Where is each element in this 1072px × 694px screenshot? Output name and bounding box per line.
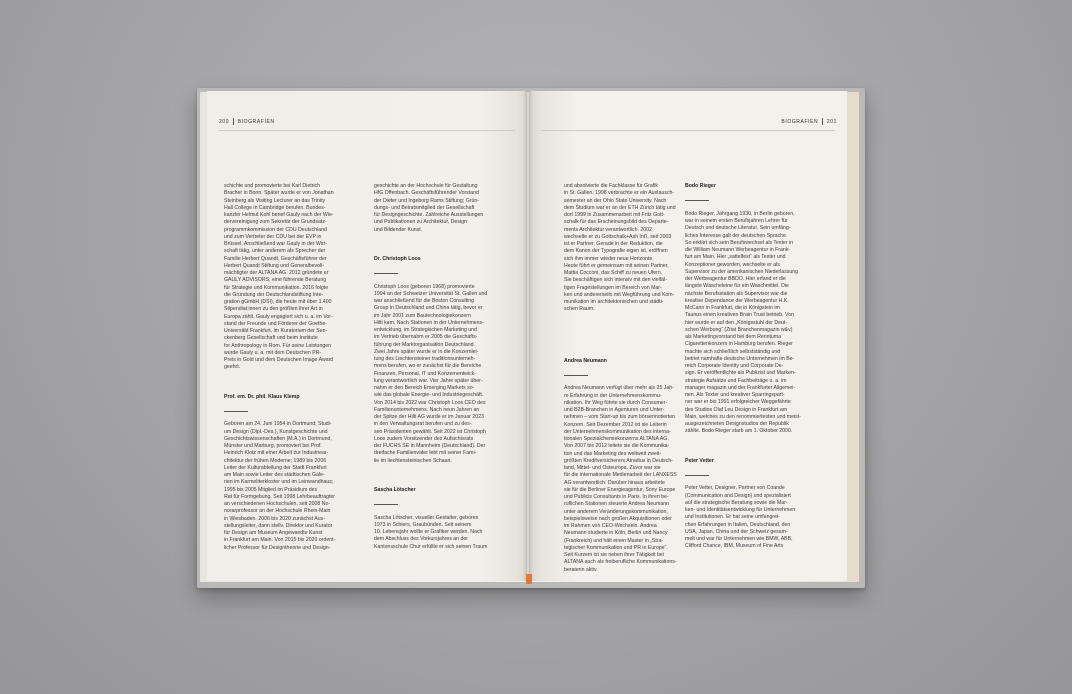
text-line: dervereinigung zum Sekretär der Grundsatz- (224, 219, 327, 226)
text-line: in St. Gallen. 1998 verbrachte er ein Austausch- (564, 190, 675, 197)
text-line: norarprofessor an der Hochschule Rhein-Main (224, 508, 331, 515)
text-line: Finanzen, Personal, IT und Konzernentwick- (374, 370, 476, 377)
text-line: chen Erfahrungen in Italien, Deutschland, den (685, 521, 791, 528)
text-line: gration gGmbH (DSI), die heute mit über 1.400 (224, 299, 332, 305)
header-rule (219, 130, 515, 131)
bio-heading: Sascha Lötscher (374, 486, 416, 493)
text-line: in den Verwaltungsrat berufen und zu des- (374, 421, 472, 428)
text-line: Familie Herbert Quandt, Geschäftsführer der (224, 255, 327, 262)
text-line: Deutsch und deutsche Literatur. Sein umfäng- (685, 225, 791, 232)
text-line: tion und das Marketing des weltweit zweit- (564, 450, 662, 457)
text-line: Geboren am 24. Juni 1954 in Dortmund; Studi- (224, 421, 332, 428)
heading-rule (374, 273, 398, 274)
text-line: schaft tätig, unter anderem als Sprecher der (224, 248, 326, 255)
text-line: Von 2007 bis 2012 leitete sie die Kommunika- (564, 443, 670, 450)
text-line: tegischer Kommunikation und PR in Europe“. (564, 544, 668, 551)
text-line: mächtigter der ALTANA AG. 2012 gründete er (224, 270, 329, 276)
text-line: der Dieter und Ingeborg Rams Stiftung; Grün- (374, 197, 479, 204)
text-line: Cigarettenkonzern in Hamburg berufen. Rieger (685, 341, 793, 348)
text-line: des Studios Olaf Leu Design in Frankfurt am (685, 406, 788, 413)
text-line: für Designgeschichte. Zahlreiche Ausstellungen (374, 212, 484, 218)
text-line: Rat für Formgebung. Seit 1998 Lehrbeauftragter (224, 493, 336, 500)
text-line: ist er Partner. Gerade in der Reduktion, die (564, 241, 663, 247)
text-line: lie im liechtensteinischen Schaan. (374, 457, 452, 464)
text-line: dem Studium war er an der ETH Zürich tätig und (564, 204, 676, 211)
text-line: chitektur der frühen Moderne; 1989 bis 2006 (224, 457, 327, 464)
text-line: hier wurde er auf den „Königsstuhl der Deut- (685, 319, 788, 326)
text-line: sen Präsidenten gewählt. Seit 2022 ist Christoph (374, 428, 486, 435)
text-line: Heute führt er gemeinsam mit seinen Partner, (564, 262, 669, 269)
text-line: zählte. Bodo Rieger starb am 1. Oktober 2000. (685, 428, 793, 435)
text-line: furt am Main. Hier „sattelfest“ als Texter und (685, 254, 786, 261)
header-rule (541, 130, 835, 131)
text-line: Supervisor zu der amerikanischen Niederlassung (685, 268, 799, 275)
text-line: lung verantwortlich war. Vier Jahre später über- (374, 377, 483, 384)
text-line: nahm er den Bereich Emerging Markets so- (374, 385, 475, 392)
text-line: reich Corporate Identity und Corporate De- (685, 363, 784, 370)
text-line: war anschließend für die Boston Consulting (374, 298, 475, 305)
text-line: längste Wäscheleine für ein Waschmittel. Die (685, 283, 789, 290)
text-line: Preis in Gold und dem Deutschen Image Award (224, 357, 334, 363)
bio-heading: Prof. em. Dr. phil. Klaus Klemp (224, 393, 300, 400)
text-line: tionalen Spezialchemiekonzerns ALTANA AG. (564, 436, 669, 443)
text-line: im Vertrieb übernahm er 2005 die Geschäfts- (374, 334, 478, 341)
text-line: geehrt. (224, 364, 241, 371)
text-line: beraterin aktiv. (564, 566, 598, 573)
text-line: Konzeptioner geworden, wechselte er als (685, 261, 780, 268)
text-line: für Design am Museum Angewandte Kunst (224, 530, 323, 537)
text-line: dem Kanon der Typografie eigen ist, eröffnen (564, 248, 668, 255)
text-line: Zwei Jahre später wurde er in die Konzernlei- (374, 348, 479, 355)
text-line: und Publikationen zu Architektur, Design (374, 219, 467, 226)
text-line: Bodo Rieger, Jahrgang 1930, in Berlin geboren, (685, 210, 795, 217)
text-line: schen Werbung“ (Zitat Branchenmagazin w&v) (685, 326, 793, 333)
text-line: Brüssel. Anschließend war Gauly in der Wirt- (224, 241, 327, 247)
text-line: nen. Als Texter und kreativer Sparringspart- (685, 392, 785, 399)
book-gutter (523, 91, 533, 581)
text-line: stand der Freunde und Förderer der Goethe- (224, 320, 327, 327)
text-line: Stipendiat:innen zu den größten ihrer Art in (224, 306, 323, 313)
text-line: und Institutionen. Er hat seine umfangrei- (685, 514, 780, 521)
text-line: Herbert Quandt Stiftung und Generalbevoll- (224, 262, 325, 269)
text-line: re Erfahrung in der Unternehmenskommu- (564, 392, 662, 399)
text-line: wurde Gauly u. a. mit dem Deutschen PR- (224, 349, 322, 356)
text-line: Leiter der Kulturabteilung der Stadt Frankfurt (224, 464, 327, 471)
text-line: dreifache Familienvater lebt mit seiner Fami- (374, 450, 477, 457)
text-line: Konzern. Seit Dezember 2012 ist sie Leiterin (564, 421, 667, 428)
text-line: Von 2014 bis 2022 war Christoph Loos CEO des (374, 399, 486, 406)
text-column-2 (374, 183, 532, 550)
heading-rule (564, 375, 588, 376)
text-line: Christoph Loos (geboren 1968) promovierte (374, 283, 475, 290)
text-line: (Frankreich) und hält einen Master in „Stra- (564, 537, 664, 544)
text-line: Familienunternehmens. Nach neun Jahren an (374, 406, 480, 413)
text-line: ner war er bis 1991 erfolgreicher Weggefährte (685, 399, 791, 406)
text-line: licher Professor für Designtheorie und Design- (224, 544, 331, 551)
text-line: 10. Lebensjahr wollte er Grafiker werden. Nach (374, 529, 483, 536)
text-line: Heinrich Klotz mit einer Arbeit zur Industriear- (224, 450, 329, 457)
text-column-4 (685, 183, 845, 550)
text-line: in Frankfurt am Main. Von 2015 bis 2020 ordent- (224, 537, 336, 544)
text-line: kreative Dependance der Werbeagentur H.K. (685, 297, 789, 304)
text-line: nächste Berufsstation als Supervisor war die (685, 290, 788, 297)
heading-rule (685, 200, 709, 201)
section-title: BIOGRAFIEN (781, 118, 819, 125)
text-line: schichte und promovierte bei Karl Dietrich (224, 183, 321, 189)
text-line: land, Mittel- und Osteuropa. Zuvor war sie (564, 465, 661, 472)
open-book (197, 88, 865, 588)
text-line: Peter Vetter, Designer, Partner von Coande (685, 485, 785, 492)
text-line: entwicklung, im Strategischen Marketing und (374, 327, 477, 334)
text-line: Sie beschäftigen sich intensiv mit den vielfäl- (564, 277, 667, 284)
text-line: manager magazin und der Frankfurter Allgemei- (685, 384, 796, 391)
text-line: (Communication and Design) und spezialisiert (685, 492, 791, 499)
text-line: Mattia Cocconi, das Schiff zu neuen Ufern. (564, 270, 663, 276)
text-line: So erklärt sich sein Berufswechsel als Texter in (685, 239, 794, 246)
text-line: ken- und Identitätsentwicklung für Unternehmen (685, 507, 796, 514)
text-line: ALTANA auch als freiberufliche Kommunikations- (564, 559, 677, 566)
bio-heading: Dr. Christoph Loos (374, 255, 421, 262)
bio-heading: Peter Vetter (685, 457, 714, 464)
text-line: am Main sowie Leiter des städtischen Gale- (224, 472, 325, 479)
text-line: auf die strategische Beratung sowie die Mar- (685, 499, 788, 506)
left-page-header (219, 118, 275, 125)
text-line: melt und war für Unternehmen wie BMW, ABB, (685, 536, 793, 543)
text-line: und absolvierte die Fachklasse für Grafik (564, 183, 658, 189)
text-line: GAULY ADVISORS, eine führende Beratung (224, 277, 327, 284)
right-page-header (781, 118, 837, 125)
text-line: USA, Japan, China und der Schweiz gesam- (685, 528, 788, 535)
page-number: 201 (826, 118, 837, 125)
text-line: für Strategie und Kommunikation. 2016 folgte (224, 284, 329, 291)
bio-heading: Bodo Rieger (685, 183, 716, 189)
text-column-1 (224, 183, 382, 551)
text-line: ausgezeichneten Designstudios der Republik (685, 421, 789, 428)
heading-rule (224, 411, 248, 412)
text-line: Europa zählt. Gauly engagiert sich u. a. im Vor- (224, 313, 333, 320)
text-line: die Gründung der Deutschlandstiftung Inte- (224, 291, 324, 298)
text-line: tigen Fragestellungen im Bereich von Mar- (564, 284, 662, 291)
text-line: betriet namhafte deutsche Unternehmen im Be- (685, 355, 795, 362)
text-line: wie das globale Energie- und Industriegeschäft. (374, 392, 484, 399)
text-line: sign. Er veröffentlichte als Publizist und Marken- (685, 370, 796, 377)
text-line: 1995 bis 2005 Mitglied im Präsidium des (224, 486, 318, 493)
section-title: BIOGRAFIEN (237, 118, 275, 125)
text-line: geschichte an der Hochschule für Gestaltung (374, 183, 478, 189)
text-line: sich ihm immer wieder neue Horizonte. (564, 255, 654, 262)
paragraph-gap (564, 314, 682, 336)
text-line: ken und andererseits mit Wegführung und Kom- (564, 291, 675, 298)
text-line: mens berufen, wo er zunächst für die Bereiche (374, 363, 482, 370)
text-line: Geschichtswissenschaften (M.A.) in Dortmund, (224, 435, 332, 442)
text-line: im Rahmen von CEO-Wechseln. Andrea (564, 523, 657, 530)
text-line: Münster und Marburg, promoviert bei Prof. (224, 443, 322, 450)
text-line: Group in Deutschland und China tätig, bevor er (374, 305, 483, 312)
text-line: programmkommission der CDU Deutschland (224, 226, 327, 233)
text-line: stellungsleiter, dann stellv. Direktor und Kurator (224, 522, 333, 529)
bio-heading: Andrea Neumann (564, 357, 607, 364)
text-line: nehmen – vom Start-up bis zum börsennotierten (564, 414, 676, 421)
text-line: machte sich schließlich selbstständig und (685, 348, 781, 355)
text-line: nikation. Ihr Weg führte sie durch Consumer- (564, 399, 668, 406)
text-line: McCann in Frankfurt, die in Königstein im (685, 305, 780, 312)
text-line: dem Abschluss des Vorkursjahres an der (374, 536, 468, 543)
header-divider (233, 118, 234, 125)
text-line: beispielsweise nach großen Akquisitionen oder (564, 515, 672, 522)
text-line: schalk für das Erscheinungsbild des Departe- (564, 219, 669, 226)
text-line: der FUCHS SE in Mannheim (Deutschland). Der (374, 443, 486, 450)
text-line: Hall College in Cambridge berufen. Bundes- (224, 204, 326, 211)
text-line: für die internationale Medienarbeit der LANXESS (564, 472, 677, 479)
text-line: im Jahr 2001 zum Bautechnologiekonzern (374, 312, 471, 319)
text-line: Sascha Lötscher, visueller Gestalter, geboren (374, 514, 479, 521)
text-line: Kantonsschule Chur erfüllte er sich seinen Traum (374, 543, 488, 550)
text-line: wechselte er zu Gottschalk+Ash Int'l, seit 2003 (564, 233, 672, 240)
text-line: ckenberg Gesellschaft und beim Institute (224, 335, 318, 342)
text-line: Steinberg als Visiting Lecturer an das Trinity (224, 197, 326, 204)
text-line: der Werbeagentur BBDO. Hier erfand er die (685, 276, 786, 283)
text-line: liches Interesse galt der deutschen Sprache. (685, 232, 788, 239)
text-line: der Spitze der Hilti AG wurde er im Januar 2023 (374, 414, 484, 421)
heading-rule (685, 475, 709, 476)
text-line: und zum Vertreter der CDU bei der EVP in (224, 233, 322, 240)
text-line: Hilti kam. Nach Stationen in der Unternehmens- (374, 319, 484, 326)
text-line: der Unternehmenskommunikation des interna- (564, 428, 671, 435)
text-line: die William Neumann Werbeagentur in Frank- (685, 247, 791, 254)
text-line: als Marketingvorstand bei dem Renntuma (685, 334, 782, 341)
left-page (207, 91, 527, 581)
text-line: ments Architektur verantwortlich. 2002 (564, 226, 652, 233)
page-number: 200 (219, 118, 230, 125)
text-line: führung der Marktorganisation Deutschland. (374, 341, 475, 348)
text-line: Neumann studierte in Köln, Berlin und Nancy (564, 530, 668, 537)
text-line: Bracher in Bonn. Später wurde er von Jonathan (224, 190, 334, 197)
text-line: strategie Aufsätze und Fachbeiträge u. a. im (685, 377, 787, 384)
header-divider (822, 118, 823, 125)
text-line: Universität Frankfurt, im Kuratorium der Sen- (224, 328, 328, 334)
text-line: größten Kreditversicherers Atradius in Deutsch- (564, 457, 673, 464)
text-line: unter anderem Veränderungskommunikation, (564, 508, 668, 515)
text-line: for Anthropology in Rom. Für seine Leistungen (224, 342, 331, 349)
text-line: Seit Kurzem ist sie neben ihrer Tätigkeit bei (564, 552, 664, 559)
text-line: tung des Liechtensteiner traditionsunterneh- (374, 356, 476, 363)
text-line: Main, welches zu den renommiertesten und meist- (685, 413, 801, 420)
right-page (529, 91, 847, 581)
text-line: dungs- und Beiratsmitglied der Gesellschaft (374, 204, 475, 211)
text-line: schen Raum. (564, 306, 595, 313)
text-line: semester an der Ohio State University. Nach (564, 197, 667, 204)
text-line: um Design (Dipl.-Des.), Kunstgeschichte und (224, 428, 328, 435)
text-line: kanzler Helmut Kohl berief Gauly nach der Wie- (224, 212, 334, 218)
text-line: und Publicis Consultants in Paris. In ihren be- (564, 494, 669, 501)
text-line: an verschiedenen Hochschulen, seit 2008 No- (224, 501, 331, 508)
text-line: in Wiesbaden. 2006 bis 2020 zunächst Aus- (224, 515, 325, 522)
text-line: Andrea Neumann verfügt über mehr als 25 Jah- (564, 385, 674, 392)
text-line: HfG Offenbach. Geschäftsführender Vorstand (374, 190, 479, 197)
text-line: Clifford Chance, IBM, Museum of Fine Arts (685, 543, 784, 550)
text-line: 1994 an der Schweizer Universität St. Gallen und (374, 290, 488, 297)
text-line: AG verantwortlich. Darüber hinaus arbeitete (564, 479, 665, 486)
text-line: ruflichen Stationen steuerte Andrea Neumann (564, 501, 669, 508)
text-line: sie für die Berliner Energieagentur, Sony Europe (564, 486, 676, 493)
text-line: war in seinem ersten Berufsjahren Lehrer für (685, 218, 788, 225)
text-column-3 (564, 183, 682, 573)
text-line: und B2B-Branchen in Agenturen und Unter- (564, 407, 665, 414)
text-line: dort 1999 in Zusammenarbeit mit Fritz Gott- (564, 212, 665, 218)
text-line: munikation im architektonischen und städti- (564, 299, 664, 305)
text-line: und Bildender Kunst. (374, 226, 423, 233)
text-line: rien im Karmeliterkloster und im Leinwandhaus; (224, 479, 334, 486)
text-line: Loos zudem Vorsitzender des Aufsichtsrats (374, 435, 474, 442)
bookmark-ribbon (526, 574, 532, 584)
text-line: Taunus einen kreativen Brain Trust betrieb. Von (685, 312, 795, 319)
text-line: 1973 in Schiers, Graubünden. Seit seinem (374, 521, 472, 528)
heading-rule (374, 504, 398, 505)
